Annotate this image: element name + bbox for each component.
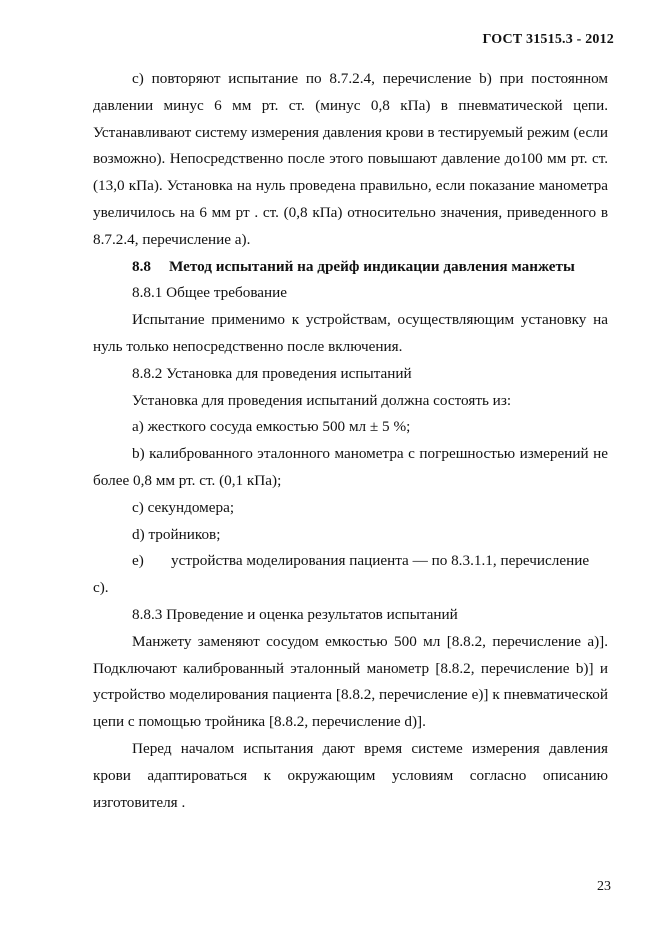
- section-title: Метод испытаний на дрейф индикации давления манжеты: [169, 257, 575, 275]
- subsection-8-8-2: 8.8.2 Установка для проведения испытаний: [132, 364, 412, 382]
- list-item-a: а) жесткого сосуда емкостью 500 мл ± 5 %;: [132, 418, 411, 436]
- document-body: [93, 66, 608, 816]
- list-item-e-label: e): [132, 552, 144, 570]
- list-item-e-text: устройства моделирования пациента — по 8.3.1.1, перечисление c).: [93, 552, 590, 597]
- paragraph-applicability: Испытание применимо к устройствам, осуществляющим установку на нуль только непосредственно после включения.: [93, 311, 608, 355]
- page-number: 23: [597, 879, 611, 894]
- section-heading-8-8: [93, 254, 608, 281]
- section-number: 8.8: [132, 257, 151, 275]
- subsection-8-8-1: 8.8.1 Общее требование: [132, 284, 288, 302]
- paragraph-adaptation: Перед началом испытания дают время системе измерения давления крови адаптироваться к окружающим условиям согласно описанию изготовителя .: [93, 739, 608, 811]
- paragraph-procedure: Манжету заменяют сосудом емкостью 500 мл [8.8.2, перечисление а)]. Подключают калиброванный эталонный манометр [8.8.2, перечисление b)] и устройство моделирования пациента [8.8.2, перечисление е)] к пневматической цепи с помощью тройника [8.8.2, перечисление d)].: [93, 632, 608, 731]
- paragraph-setup-intro: Установка для проведения испытаний должна состоять из:: [132, 391, 512, 409]
- subsection-8-8-3: 8.8.3 Проведение и оценка результатов испытаний: [132, 605, 458, 623]
- list-item-c: c) секундомера;: [132, 498, 235, 516]
- paragraph-8-7-step-c: c) повторяют испытание по 8.7.2.4, перечисление b) при постоянном давлении минус 6 мм рт. ст. (минус 0,8 кПа) в пневматической цепи. Устанавливают систему измерения давления крови в тестируемый режим (если возможно). Непосредственно после этого повышают давление до100 мм рт. ст. (13,0 кПа). Установка на нуль проведена правильно, если показание манометра увеличилось на 6 мм рт . ст. (0,8 кПа) относительно значения, приведенного в 8.7.2.4, перечисление а).: [93, 70, 608, 248]
- list-item-b: b) калиброванного эталонного манометра с погрешностью измерений не более 0,8 мм рт. ст. (0,1 кПа);: [93, 445, 608, 489]
- list-item-e: [93, 548, 608, 602]
- list-item-d: d) тройников;: [132, 525, 221, 543]
- document-code-header: ГОСТ 31515.3 - 2012: [482, 32, 614, 47]
